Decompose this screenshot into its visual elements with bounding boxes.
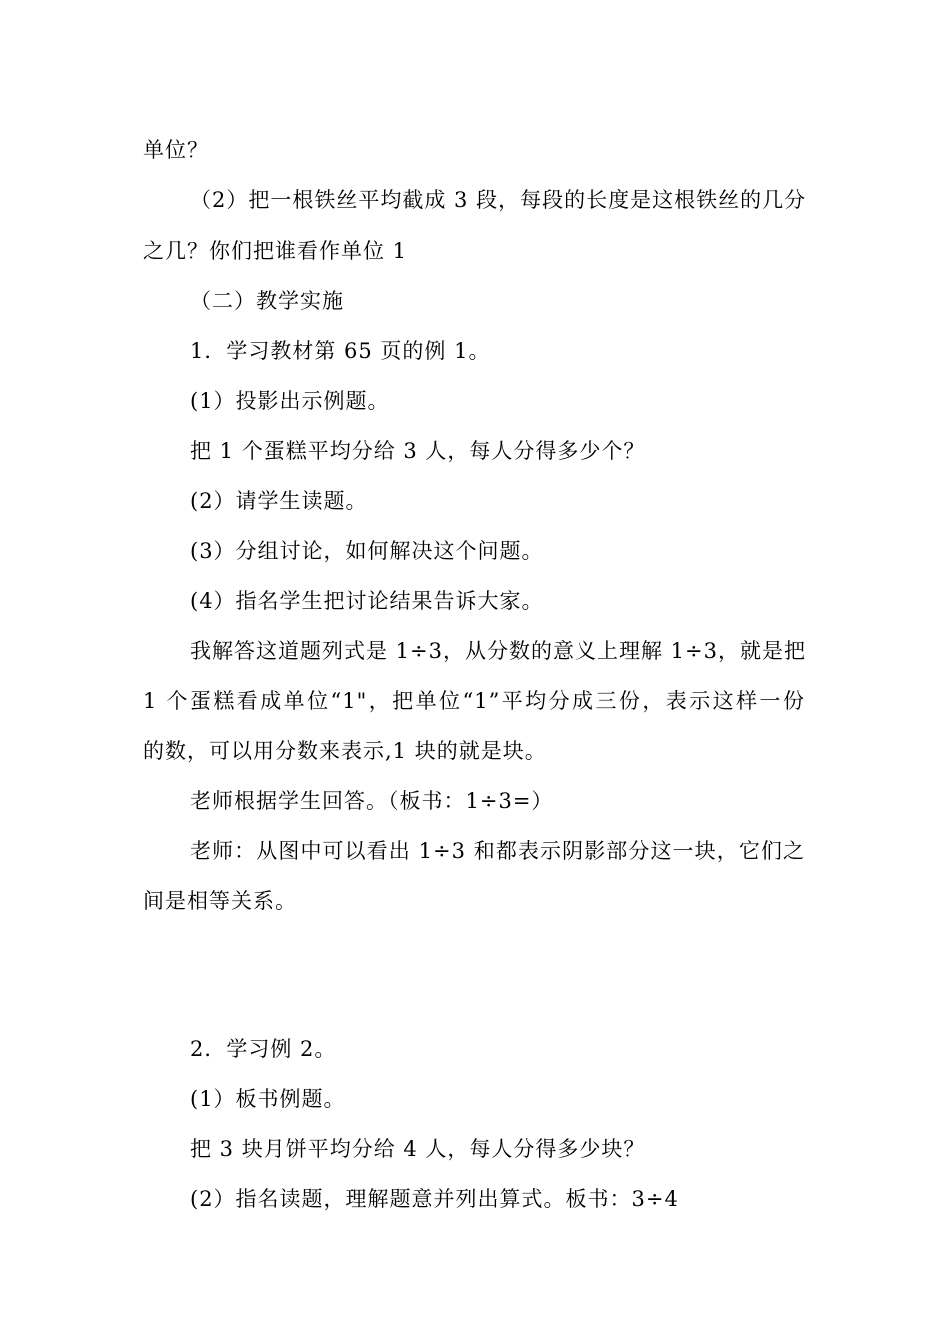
text-line: 1．学习教材第 65 页的例 1。 xyxy=(190,339,491,363)
text-line: 单位？ xyxy=(143,138,209,162)
text-line: (4）指名学生把讨论结果告诉大家。 xyxy=(190,589,544,613)
text-line: 把 3 块月饼平均分给 4 人，每人分得多少块？ xyxy=(190,1137,646,1161)
text-line: (1）投影出示例题。 xyxy=(190,389,390,413)
text-line: (2）请学生读题。 xyxy=(190,489,368,513)
text-line: 的数，可以用分数来表示,1 块的就是块。 xyxy=(143,739,547,763)
text-line: 把 1 个蛋糕平均分给 3 人，每人分得多少个？ xyxy=(190,439,646,463)
section-heading: （二）教学实施 xyxy=(190,289,344,313)
text-line: 间是相等关系。 xyxy=(143,889,297,913)
text-line: (3）分组讨论，如何解决这个问题。 xyxy=(190,539,544,563)
text-line: 之几？你们把谁看作单位 1 xyxy=(143,239,408,263)
text-line: 老师根据学生回答。（板书：1÷3=） xyxy=(190,789,554,813)
text-line: （2）把一根铁丝平均截成 3 段，每段的长度是这根铁丝的几分 xyxy=(190,188,807,212)
text-line: 我解答这道题列式是 1÷3，从分数的意义上理解 1÷3，就是把 xyxy=(190,639,806,663)
text-line: (2）指名读题，理解题意并列出算式。板书：3÷4 xyxy=(190,1187,679,1211)
section-heading: 2．学习例 2。 xyxy=(190,1037,337,1061)
text-line: 1 个蛋糕看成单位“1"，把单位“1”平均分成三份，表示这样一份 xyxy=(143,689,805,713)
text-line: (1）板书例题。 xyxy=(190,1087,346,1111)
text-line: 老师：从图中可以看出 1÷3 和都表示阴影部分这一块，它们之 xyxy=(190,839,805,863)
